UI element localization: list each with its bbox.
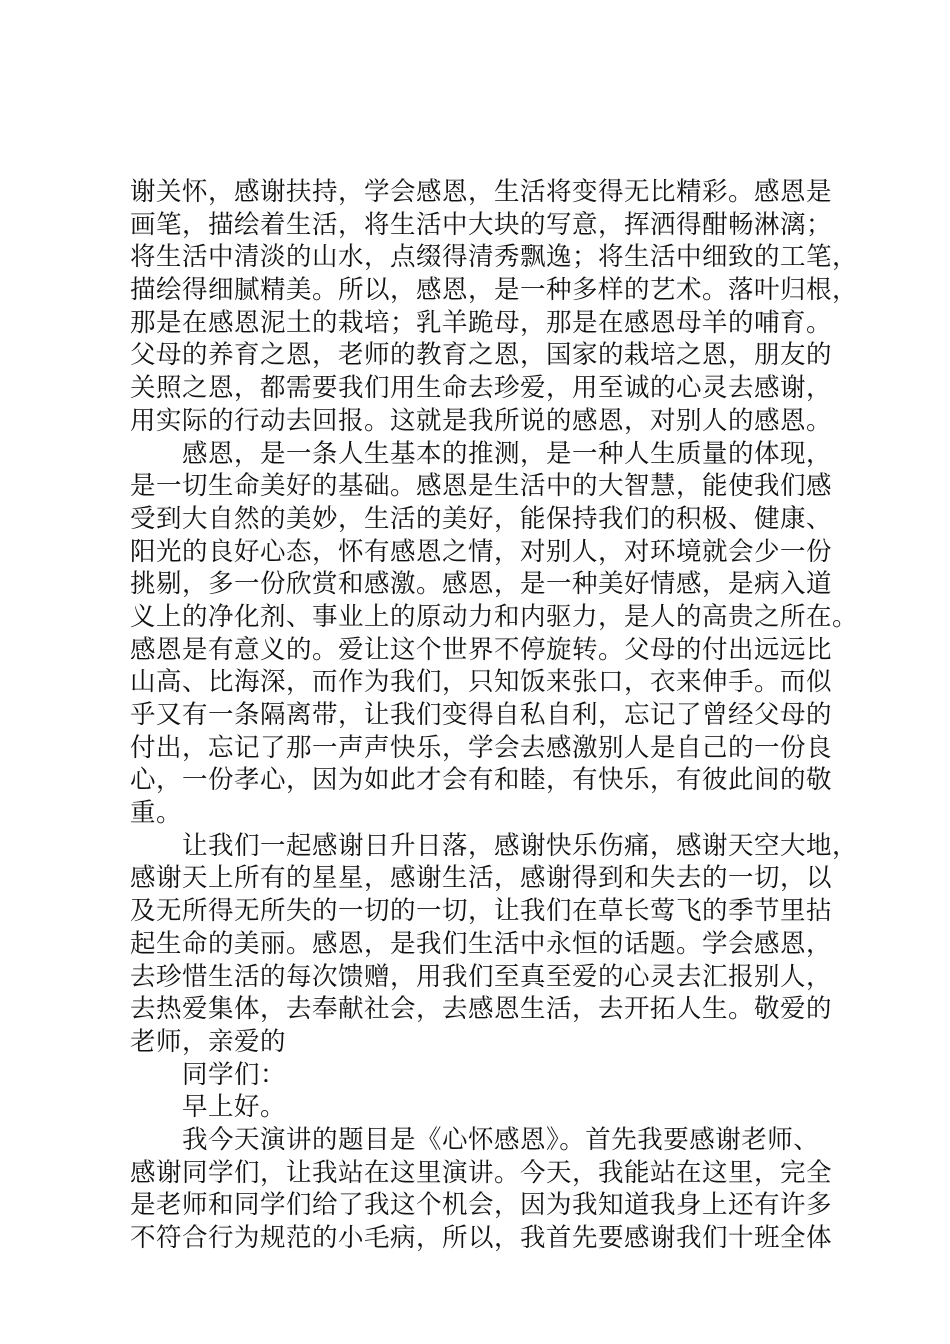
text-line: 受到大自然的美妙，生活的美好，能保持我们的积极、健康、 — [130, 503, 833, 534]
text-line: 用实际的行动去回报。这就是我所说的感恩，对别人的感恩。 — [130, 405, 833, 436]
text-line: 画笔，描绘着生活，将生活中大块的写意，挥洒得酣畅淋漓； — [130, 209, 833, 240]
text-line: 山高、比海深，而作为我们，只知饭来张口，衣来伸手。而似 — [130, 667, 833, 698]
text-line: 关照之恩，都需要我们用生命去珍爱，用至诚的心灵去感谢， — [130, 373, 833, 404]
text-line: 谢关怀，感谢扶持，学会感恩，生活将变得无比精彩。感恩是 — [130, 177, 833, 207]
body-text — [130, 176, 859, 1255]
text-line: 将生活中清淡的山水，点缀得清秀飘逸；将生活中细致的工笔， — [130, 242, 859, 273]
text-line: 描绘得细腻精美。所以，感恩，是一种多样的艺术。落叶归根， — [130, 275, 859, 306]
text-line: 乎又有一条隔离带，让我们变得自私自利，忘记了曾经父母的 — [130, 700, 833, 730]
text-line: 去珍惜生活的每次馈赠，用我们至真至爱的心灵去汇报别人， — [130, 961, 833, 992]
text-line: 同学们： — [182, 1059, 287, 1090]
text-line: 老师，亲爱的 — [130, 1026, 287, 1057]
text-line: 感恩，是一条人生基本的推测，是一种人生质量的体现， — [182, 438, 833, 469]
text-line: 付出，忘记了那一声声快乐，学会去感激别人是自己的一份良 — [130, 732, 833, 763]
text-line: 我今天演讲的题目是《心怀感恩》。首先我要感谢老师、 — [182, 1124, 820, 1155]
text-line: 阳光的良好心态，怀有感恩之情，对别人，对环境就会少一份 — [130, 536, 833, 567]
text-line: 心，一份孝心，因为如此才会有和睦，有快乐，有彼此间的敬 — [130, 765, 833, 796]
text-line: 及无所得无所失的一切的一切，让我们在草长莺飞的季节里拈 — [130, 896, 833, 927]
text-line: 义上的净化剂、事业上的原动力和内驱力，是人的高贵之所在。 — [130, 601, 859, 632]
text-line: 感谢同学们，让我站在这里演讲。今天，我能站在这里，完全 — [130, 1157, 833, 1188]
text-line: 是一切生命美好的基础。感恩是生活中的大智慧，能使我们感 — [130, 471, 833, 502]
text-line: 让我们一起感谢日升日落，感谢快乐伤痛，感谢天空大地， — [182, 830, 859, 861]
text-line: 感恩是有意义的。爱让这个世界不停旋转。父母的付出远远比 — [130, 634, 833, 665]
text-line: 挑剔，多一份欣赏和感激。感恩，是一种美好情感，是病入道 — [130, 569, 833, 600]
text-line: 感谢天上所有的星星，感谢生活，感谢得到和失去的一切，以 — [130, 863, 833, 894]
text-line: 不符合行为规范的小毛病，所以，我首先要感谢我们十班全体 — [130, 1223, 833, 1253]
text-line: 是老师和同学们给了我这个机会，因为我知道我身上还有许多 — [130, 1190, 833, 1221]
text-line: 那是在感恩泥土的栽培；乳羊跪母，那是在感恩母羊的哺育。 — [130, 307, 833, 338]
text-line: 去热爱集体，去奉献社会，去感恩生活，去开拓人生。敬爱的 — [130, 994, 833, 1025]
text-line: 父母的养育之恩，老师的教育之恩，国家的栽培之恩，朋友的 — [130, 340, 833, 371]
text-line: 早上好。 — [182, 1092, 287, 1123]
text-line: 起生命的美丽。感恩，是我们生活中永恒的话题。学会感恩， — [130, 928, 833, 959]
text-line: 重。 — [130, 798, 183, 829]
